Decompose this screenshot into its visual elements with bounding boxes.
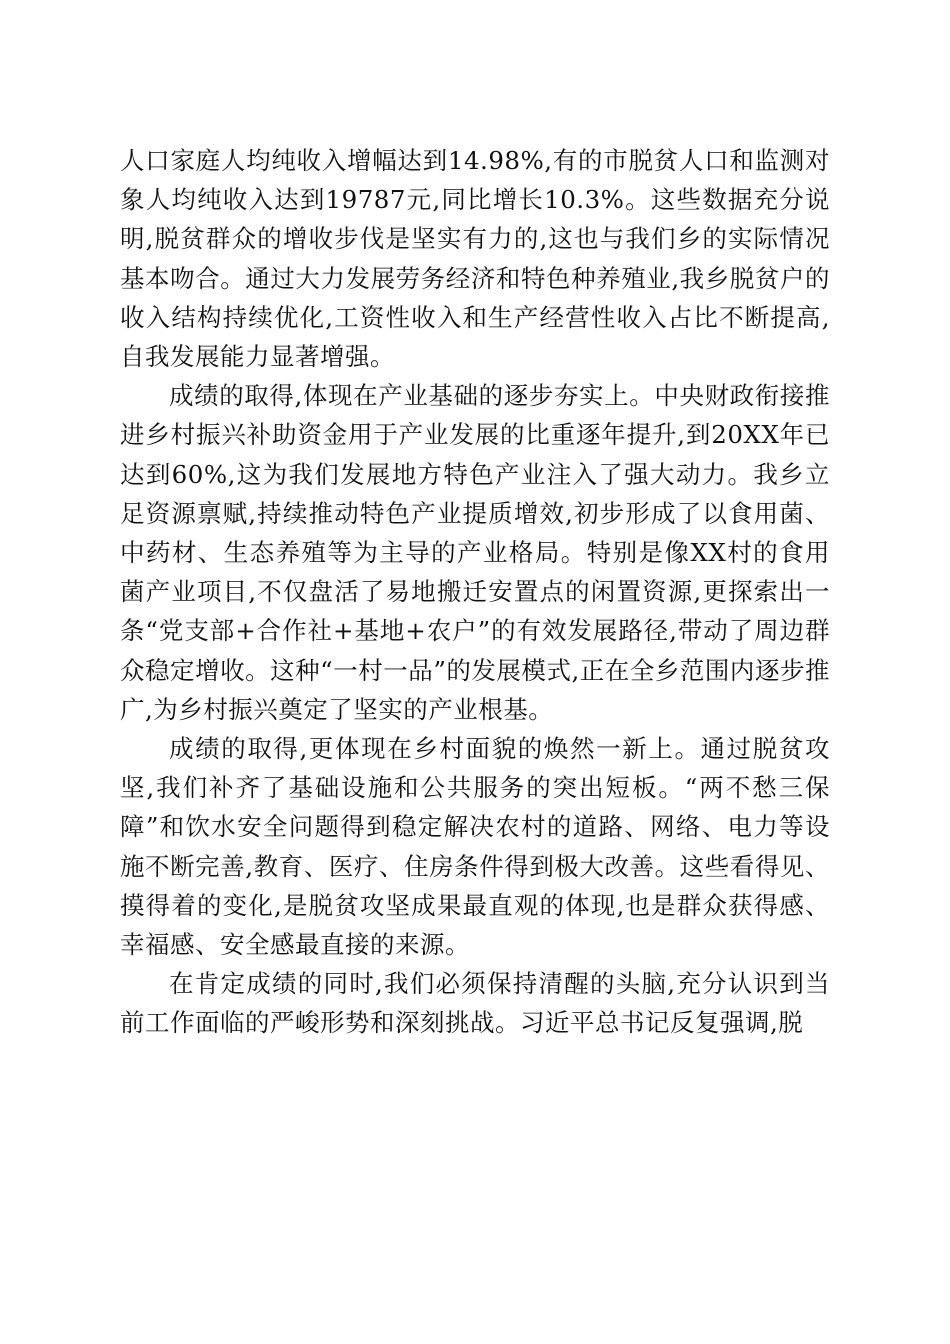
paragraph-rural-appearance: 成绩的取得,更体现在乡村面貌的焕然一新上。通过脱贫攻坚,我们补齐了基础设施和公共服务的突出短板。“两不愁三保障”和饮水安全问题得到稳定解决农村的道路、网络、电力等设施不断完善,教育、医疗、住房条件得到极大改善。这些看得见、摸得着的变化,是脱贫攻坚成果最直观的体现,也是群众获得感、幸福感、安全感最直接的来源。 [120,734,830,960]
paragraph-continuation: 人口家庭人均纯收入增幅达到14.98%,有的市脱贫人口和监测对象人均纯收入达到19787元,同比增长10.3%。这些数据充分说明,脱贫群众的增收步伐是坚实有力的,这也与我们乡的实际情况基本吻合。通过大力发展劳务经济和特色种养殖业,我乡脱贫户的收入结构持续优化,工资性收入和生产经营性收入占比不断提高,自我发展能力显著增强。 [120,146,830,372]
body-text [120,141,830,1043]
paragraph-industry-foundation: 成绩的取得,体现在产业基础的逐步夯实上。中央财政衔接推进乡村振兴补助资金用于产业发展的比重逐年提升,到20XX年已达到60%,这为我们发展地方特色产业注入了强大动力。我乡立足资源禀赋,持续推动特色产业提质增效,初步形成了以食用菌、中药材、生态养殖等为主导的产业格局。特别是像XX村的食用菌产业项目,不仅盘活了易地搬迁安置点的闲置资源,更探索出一条“党支部+合作社+基地+农户”的有效发展路径,带动了周边群众稳定增收。这种“一村一品”的发展模式,正在全乡范围内逐步推广,为乡村振兴奠定了坚实的产业根基。 [120,381,830,724]
paragraph-challenges: 在肯定成绩的同时,我们必须保持清醒的头脑,充分认识到当前工作面临的严峻形势和深刻挑战。习近平总书记反复强调,脱 [120,969,830,1038]
